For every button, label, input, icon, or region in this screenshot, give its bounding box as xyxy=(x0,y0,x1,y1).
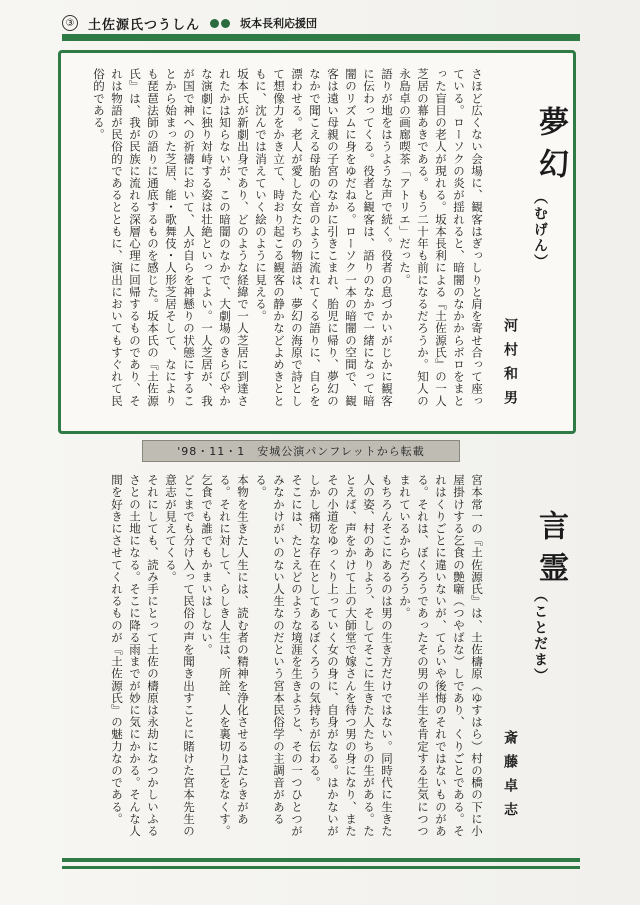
page-header xyxy=(62,14,582,32)
page-number: ③ xyxy=(62,15,78,31)
article-1-author: 河村和男 xyxy=(502,318,518,414)
article-2-reading: （ことだま） xyxy=(532,588,548,684)
article-1-body: さほど広くない会場に、観客はぎっしりと肩を寄せ合って座っている。ローソクの炎が揺れると、暗闇のなかからボロをまとった盲目の老人が現れる。坂本長利による『土佐源氏』の一人芝居の幕あきである。もう二十年も前になるだろうか。知人の永島卓の画廊喫茶「アトリエ」だった。 語りが地をはうような声で続く。役者の息づかいがじかに観客に伝わってくる。役者と観客は、語りのなかで一緒になって暗闇のリズムに身をゆだねる。ローソク一本の暗闇の空間で、観客は遠い母親の子宮のなかに引きこまれ、胎児に帰り、夢幻のなかで聞こえる母胎の心音のように流れてくる語りに、自らを漂わせる。老人が愛した女たちの物語は、夢幻の海原で詩として想像力をかき立て、時おり起こる観客の静かなどよめきとともに、沈んでは消えていく絵のように見える。 坂本氏が新劇出身であり、どのような経緯で一人芝居に到達されたかは知らないが、この暗闇のなかで、大劇場のきらびやかな演劇に独り対峙する姿は壮絶といってよい。一人芝居が、我が国で神への祈禱において、人が自らを神懸りの状態にすることから始まった芝居、能・歌舞伎・人形芝居そして、なによりも琵琶法師の語りに通底するものを感じた。坂本氏の『土佐源氏』は、我が民族に流れる深層心理に回帰するものであり、それは物語が民俗的であるとともに、演出においてもすぐれて民俗的である。 xyxy=(92,68,484,407)
article-2-title: 言霊 xyxy=(533,510,568,594)
newsletter-subtitle: 坂本長利応援団 xyxy=(240,17,318,30)
reprint-banner: '98・11・1 安城公演パンフレットから転載 xyxy=(142,440,460,462)
article-2-author: 斎藤卓志 xyxy=(502,730,518,826)
eyes-icon xyxy=(210,19,230,28)
newsletter-title: 土佐源氏つうしん xyxy=(88,17,201,33)
header-rule xyxy=(62,34,580,41)
footer-rule-thin xyxy=(62,866,580,869)
article-1-title: 夢幻 xyxy=(533,106,568,190)
footer-rule xyxy=(62,858,580,862)
article-1-reading: （むげん） xyxy=(532,190,548,270)
article-2-body: 宮本常一の『土佐源氏』は、土佐檮原（ゆすはら）村の橋の下に小屋掛けする乞食の艶噺（つやばな）しであり、くりごとである。それはくりごとに違いないが、てらいや後悔のそれではないものがある。それは、ぼくろうであったその男の半生を肯定する生気につつまれているからだろうか。 もちろんそこにあるのは男の生き方だけではない。同時代に生きた人の姿、村のありよう、そしてそこに生きた人たちの生がある。たとえば、声をかけて上の大師堂で嫁さんを待つ男の身になり、またその小道をゆっくり上っていく女の身に、自身がなる。はかないがしかし痛切な存在としてあるぼくろうの気持ちが伝わる。 そこには、たとえどのような境涯を生きようと、その一つひとつがみなかけがいのない人生なのだという宮本民俗学の主調音があるる。 本物を生きた人生には、読む者の精神を浄化させるはたらきがある。それに対して、らしき人生は、所詮、人を裏切り己をなくす。乞食でも誰でもかまいはしない。 どこまでも分け入って民俗の声を聞き出すことに賭けた宮本先生の意志が見えてくる。 それにしても、読み手にとって土佐の檮原は永劫になつかしいふるさとの土地になる。そこに降る雨までが妙に気にかかる。そんな人間を好きにさせてくれるものが『土佐源氏』の魅力なのである。 xyxy=(110,474,484,837)
